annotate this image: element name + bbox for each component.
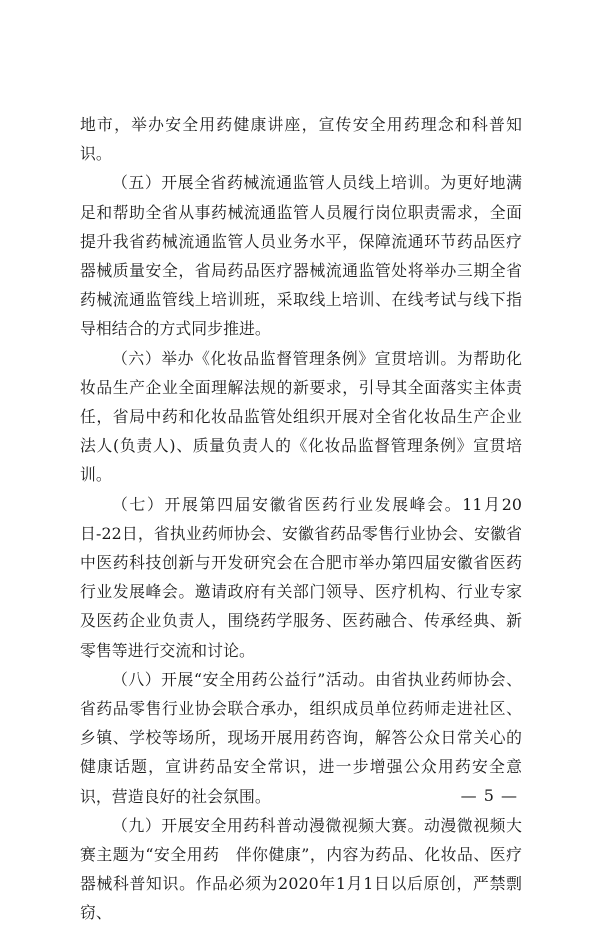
- paragraph-item-9: （九）开展安全用药科普动漫微视频大赛。动漫微视频大赛主题为“安全用药 伴你健康”，内容为药品、化妆品、医疗器械科普知识。作品必须为2020年1月1日以后原创，严禁剽窃、: [80, 815, 522, 923]
- paragraph-item-6: （六）举办《化妆品监督管理条例》宣贯培训。为帮助化妆品生产企业全面理解法规的新要求，引导其全面落实主体责任，省局中药和化妆品监管处组织开展对全省化妆品生产企业法人(负责人)、质量负责人的《化妆品监督管理条例》宣贯培训。: [80, 348, 522, 485]
- paragraph-item-8: （八）开展“安全用药公益行”活动。由省执业药师协会、省药品零售行业协会联合承办，组织成员单位药师走进社区、乡镇、学校等场所，现场开展用药咨询，解答公众日常关心的健康话题，宣讲药品安全常识，进一步增强公众用药安全意识，营造良好的社会氛围。: [80, 669, 522, 806]
- document-body: [80, 110, 522, 928]
- paragraph-item-7: （七）开展第四届安徽省医药行业发展峰会。11月20日-22日，省执业药师协会、安徽省药品零售行业协会、安徽省中医药科技创新与开发研究会在合肥市举办第四届安徽省医药行业发展峰会。邀请政府有关部门领导、医疗机构、行业专家及医药企业负责人，围绕药学服务、医药融合、传承经典、新零售等进行交流和讨论。: [80, 494, 522, 660]
- page-number: — 5 —: [460, 786, 518, 805]
- paragraph-continuation: 地市，举办安全用药健康讲座，宣传安全用药理念和科普知识。: [80, 115, 522, 164]
- paragraph-item-5: （五）开展全省药械流通监管人员线上培训。为更好地满足和帮助全省从事药械流通监管人员履行岗位职责需求，全面提升我省药械流通监管人员业务水平，保障流通环节药品医疗器械质量安全，省局药品医疗器械流通监管处将举办三期全省药械流通监管线上培训班，采取线上培训、在线考试与线下指导相结合的方式同步推进。: [80, 173, 522, 339]
